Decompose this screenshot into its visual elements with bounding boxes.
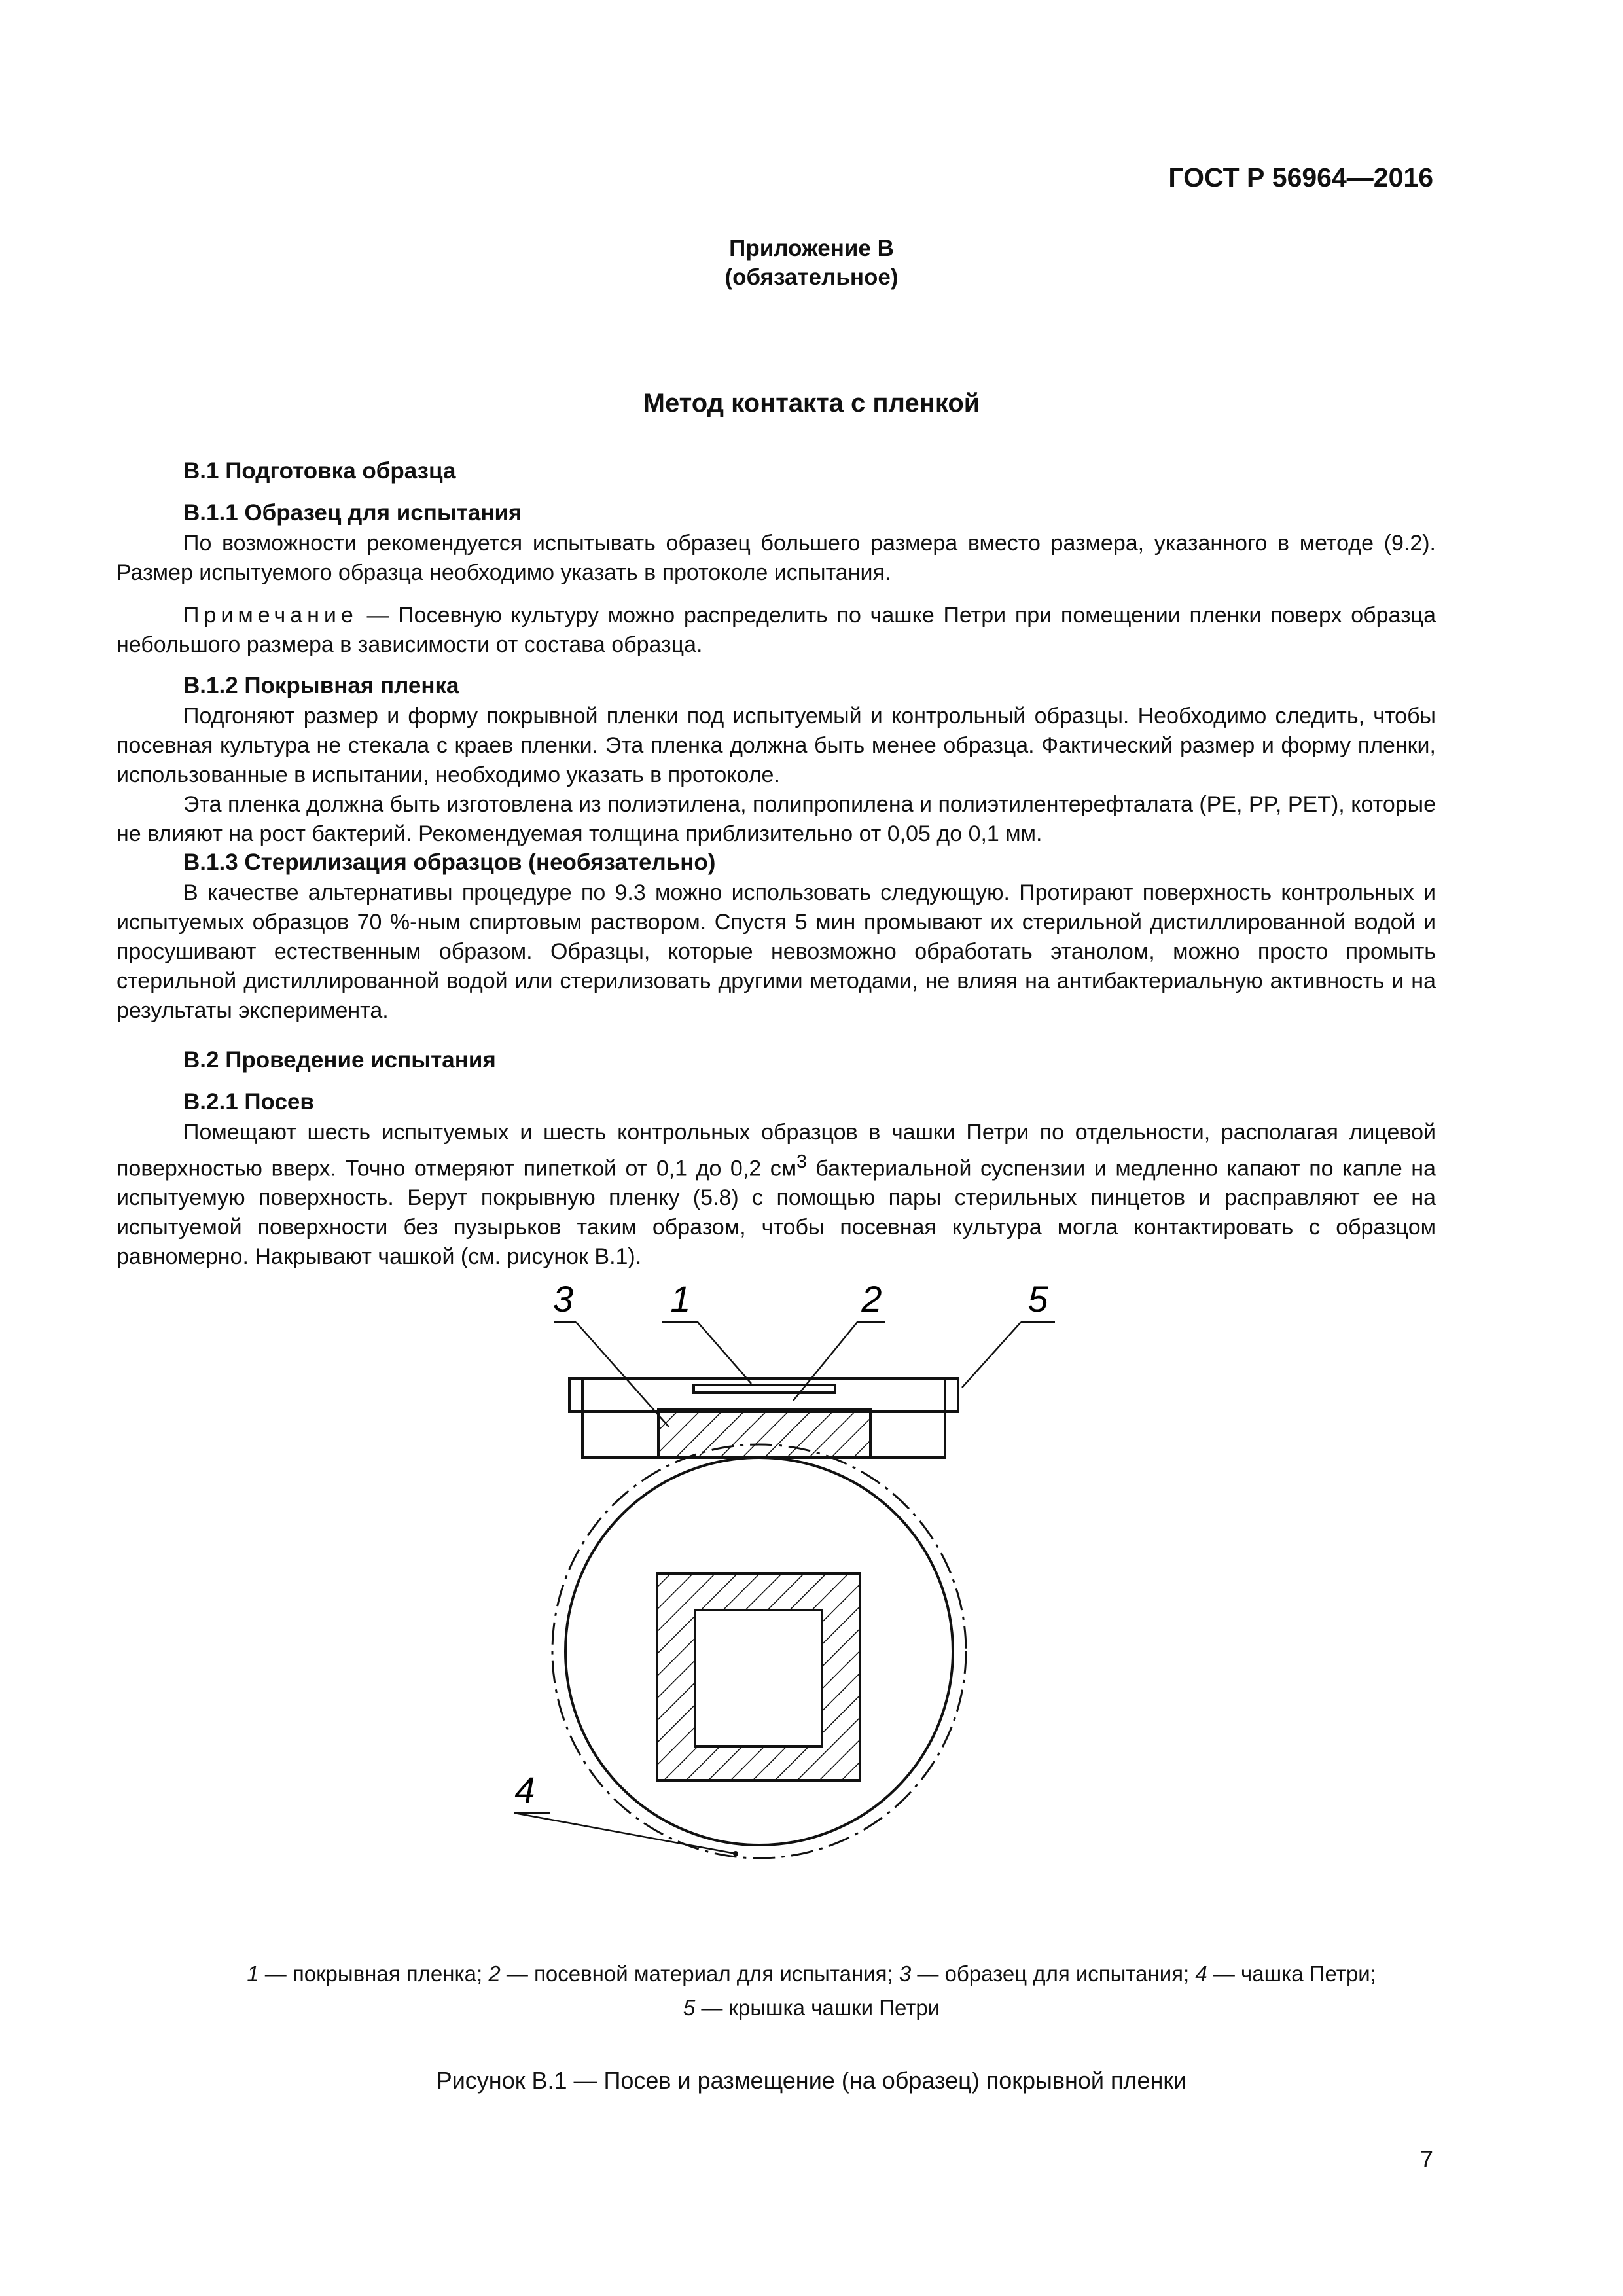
legend-num-5: 5 [683, 1996, 696, 2020]
dish-lid [569, 1378, 958, 1412]
section-b12-paragraph-2: Эта пленка должна быть изготовлена из полиэтилена, полипропилена и полиэтилентерефталата (PE, PP, PET), которые не влияют на рост бактерий. Рекомендуемая толщина приблизительно от 0,05 до 0,1 мм. [116, 792, 1436, 846]
section-b21-heading: В.2.1 Посев [183, 1089, 314, 1115]
document-id: ГОСТ Р 56964—2016 [1168, 162, 1433, 192]
section-b11-heading: В.1.1 Образец для испытания [183, 500, 522, 526]
legend-num-1: 1 [247, 1962, 259, 1986]
legend-text-5: — крышка чашки Петри [695, 1996, 940, 2020]
annex-title: Приложение В [729, 236, 894, 261]
annex-heading [0, 234, 1623, 292]
superscript-3: 3 [796, 1151, 807, 1172]
legend-line-2 [0, 1991, 1623, 2025]
leader-5 [962, 1322, 1021, 1388]
legend-num-3: 3 [899, 1962, 912, 1986]
label-1: 1 [670, 1278, 691, 1319]
side-view [569, 1378, 958, 1458]
legend-text-4: — чашка Петри; [1207, 1962, 1376, 1986]
legend-text-3: — образец для испытания; [911, 1962, 1196, 1986]
legend-num-2: 2 [488, 1962, 501, 1986]
cover-film-side [694, 1385, 835, 1393]
label-5: 5 [1027, 1278, 1048, 1319]
leader-1 [698, 1322, 751, 1384]
method-title: Метод контакта с пленкой [643, 389, 980, 418]
section-b21-text-a: Помещают шесть испытуемых и шесть контрольных образцов в чашки Петри по отдельности, располагая лицевой поверхностью вверх. Точно отмеряют пипеткой от 0,1 до 0,2 см [116, 1120, 1436, 1181]
note-label: Примечание [183, 603, 358, 628]
section-b12-body [116, 702, 1436, 849]
section-b13-body [116, 878, 1436, 1026]
leader-4 [514, 1813, 736, 1854]
section-b21-text [116, 1118, 1436, 1272]
label-2: 2 [861, 1278, 882, 1319]
legend-text-1: — покрывная пленка; [259, 1962, 489, 1986]
label-4: 4 [514, 1769, 535, 1810]
legend-line-1 [0, 1957, 1623, 1991]
section-b11-body [116, 529, 1436, 588]
cover-film-top [695, 1610, 822, 1746]
leader-4-dot [733, 1851, 738, 1856]
figure-legend [0, 1957, 1623, 2025]
section-b12-paragraph-1: Подгоняют размер и форму покрывной пленки под испытуемый и контрольный образцы. Необходимо следить, чтобы посевная культура не стекала с краев пленки. Эта пленка должна быть менее образца. Фактический размер и форму пленки, использованные в испытании, необходимо указать в протоколе. [116, 704, 1436, 787]
section-b21-body [116, 1118, 1436, 1272]
label-3: 3 [552, 1278, 573, 1319]
note-block [116, 601, 1436, 660]
top-view [552, 1444, 966, 1858]
note-paragraph [116, 601, 1436, 660]
section-b13-heading: В.1.3 Стерилизация образцов (необязательно) [183, 850, 716, 875]
section-b21-text-b: бактериальной суспензии и медленно капают по капле на испытуемую поверхность. Берут покрывную пленку (5.8) с помощью пары стерильных пинцетов и расправляют ее на испытуемой поверхности без пузырьков таким образом, чтобы посевная культура могла контактировать с образцом равномерно. Накрывают чашкой (см. рисунок В.1). [116, 1156, 1436, 1270]
leader-2 [793, 1322, 857, 1401]
test-sample-side [658, 1409, 870, 1458]
page-number: 7 [1419, 2145, 1433, 2172]
section-b2-heading: В.2 Проведение испытания [183, 1047, 496, 1073]
legend-text-2: — посевной материал для испытания; [500, 1962, 899, 1986]
legend-num-4: 4 [1195, 1962, 1207, 1986]
section-b13-text: В качестве альтернативы процедуре по 9.3 можно использовать следующую. Протирают поверхность контрольных и испытуемых образцов 70 %-ным спиртовым раствором. Спустя 5 мин промывают их стерильной дистиллированной водой и просушивают естественным образом. Образцы, которые невозможно обработать этанолом, можно просто промыть стерильной дистиллированной водой или стерилизовать другими методами, не влияя на антибактериальную активность и на результаты эксперимента. [116, 880, 1436, 1023]
annex-status: (обязательное) [724, 264, 899, 290]
section-b12-heading: В.1.2 Покрывная пленка [183, 673, 459, 698]
figure-b1-drawing [0, 1276, 1623, 1937]
figure-caption: Рисунок В.1 — Посев и размещение (на образец) покрывной пленки [436, 2067, 1187, 2094]
section-b1-heading: В.1 Подготовка образца [183, 458, 456, 484]
section-b11-text: По возможности рекомендуется испытывать образец большего размера вместо размера, указанного в методе (9.2). Размер испытуемого образца необходимо указать в протоколе испытания. [116, 531, 1436, 585]
note-text: — Посевную культуру можно распределить по чашке Петри при помещении пленки поверх образца небольшого размера в зависимости от состава образца. [116, 603, 1436, 657]
